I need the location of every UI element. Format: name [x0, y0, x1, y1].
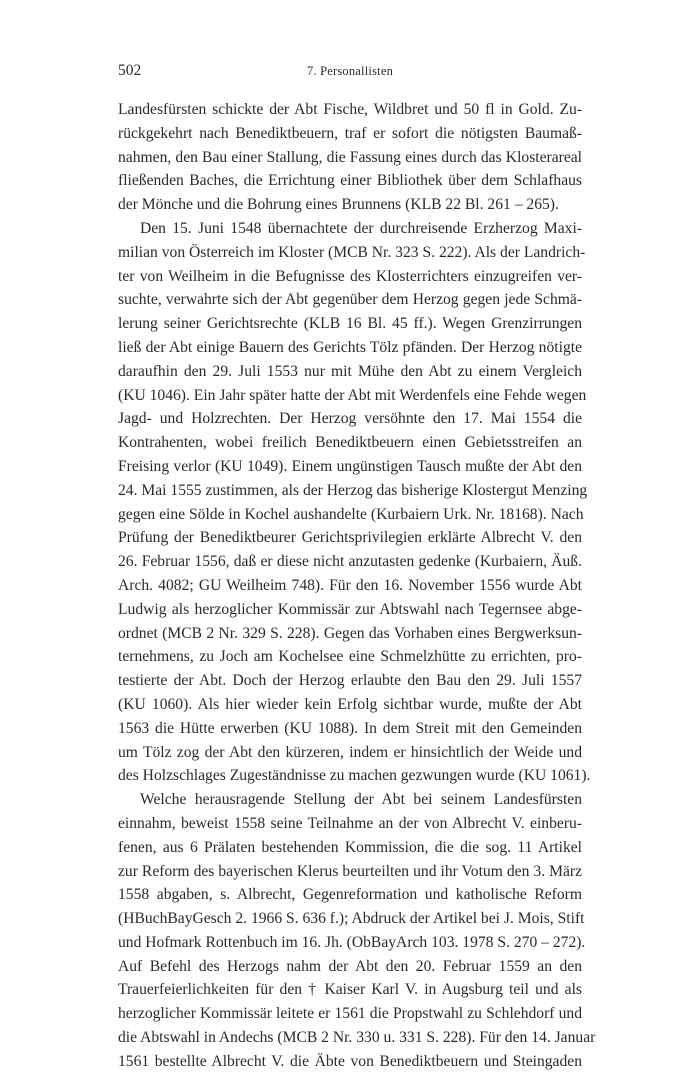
- text-line: herzoglicher Kommissär leitete er 1561 die Propstwahl zu Schlehdorf und: [118, 1005, 582, 1023]
- text-line: (HBuchBayGesch 2. 1966 S. 636 f.); Abdruck der Artikel bei J. Mois, Stift: [118, 910, 585, 928]
- text-line: Welche herausragende Stellung der Abt bei seinem Landesfürsten: [140, 791, 582, 809]
- text-line: die Abtswahl in Andechs (MCB 2 Nr. 330 u. 331 S. 228). Für den 14. Januar: [118, 1029, 596, 1047]
- text-line: Landesfürsten schickte der Abt Fische, Wildbret und 50 fl in Gold. Zu-: [118, 101, 582, 118]
- paragraph: [118, 98, 582, 217]
- text-line: lerung seiner Gerichtsrechte (KLB 16 Bl. 45 ff.). Wegen Grenzirrungen: [118, 315, 582, 333]
- text-line: Freising verlor (KU 1049). Einem ungünstigen Tausch mußte der Abt den: [118, 457, 582, 475]
- text-line: einnahm, beweist 1558 seine Teilnahme an der von Albrecht V. einberu-: [118, 814, 582, 832]
- paragraph: [118, 217, 591, 788]
- text-line: (KU 1060). Als hier wieder kein Erfolg sichtbar wurde, mußte der Abt: [118, 695, 582, 713]
- text-line: fließenden Baches, die Errichtung einer Bibliothek über dem Schlafhaus: [118, 172, 582, 190]
- text-line: milian von Österreich im Kloster (MCB Nr. 323 S. 222). Als der Landrich-: [118, 243, 586, 261]
- text-line: 1561 bestellte Albrecht V. die Äbte von Benediktbeuern und Steingaden: [118, 1052, 582, 1070]
- running-head: 7. Personallisten: [306, 64, 394, 78]
- text-line: Arch. 4082; GU Weilheim 748). Für den 16. November 1556 wurde Abt: [118, 576, 582, 594]
- text-line: 1558 abgaben, s. Albrecht, Gegenreformation und katholische Reform: [118, 886, 582, 904]
- text-line: Jagd- und Holzrechten. Der Herzog versöhnte den 17. Mai 1554 die: [118, 410, 582, 428]
- text-line: der Mönche und die Bohrung eines Brunnens (KLB 22 Bl. 261 – 265).: [118, 196, 559, 214]
- text-line: 1563 die Hütte erwerben (KU 1088). In dem Streit mit den Gemeinden: [118, 719, 582, 737]
- text-line: 24. Mai 1555 zustimmen, als der Herzog das bisherige Klostergut Menzing: [118, 481, 588, 499]
- text-line: suchte, verwahrte sich der Abt gegenüber dem Herzog gegen jede Schmä-: [118, 291, 582, 309]
- text-line: Kontrahenten, wobei freilich Benediktbeuern einen Gebietsstreifen an: [118, 434, 582, 452]
- text-line: und Hofmark Rottenbuch im 16. Jh. (ObBayArch 103. 1978 S. 270 – 272).: [118, 933, 586, 951]
- text-line: daraufhin den 29. Juli 1553 nur mit Mühe den Abt zu einem Vergleich: [118, 362, 582, 380]
- text-line: des Holzschlages Zugeständnisse zu machen gezwungen wurde (KU 1061).: [118, 767, 591, 785]
- body-text: [118, 98, 596, 1074]
- text-line: Ludwig als herzoglicher Kommissär zur Abtswahl nach Tegernsee abge-: [118, 600, 582, 618]
- text-line: nahmen, den Bau einer Stallung, die Fassung eines durch das Klosterareal: [118, 148, 582, 166]
- text-line: ternehmens, zu Joch am Kochelsee eine Schmelzhütte zu errichten, pro-: [118, 648, 582, 666]
- page-header: [118, 62, 582, 82]
- text-line: ließ der Abt einige Bauern des Gerichts Tölz pfänden. Der Herzog nötigte: [118, 338, 582, 356]
- paragraph: [118, 788, 596, 1074]
- text-line: fenen, aus 6 Prälaten bestehenden Kommission, die die sog. 11 Artikel: [118, 838, 582, 856]
- text-line: zur Reform des bayerischen Klerus beurteilten und ihr Votum den 3. März: [118, 862, 582, 880]
- text-line: Trauerfeierlichkeiten für den † Kaiser Karl V. in Augsburg teil und als: [118, 981, 582, 999]
- text-line: gegen eine Sölde in Kochel aushandelte (Kurbaiern Urk. Nr. 18168). Nach: [118, 505, 584, 523]
- page-number: 502: [118, 62, 142, 79]
- text-line: um Tölz zog der Abt den kürzeren, indem er hinsichtlich der Weide und: [118, 743, 582, 761]
- text-line: Den 15. Juni 1548 übernachtete der durchreisende Erzherzog Maxi-: [140, 219, 582, 237]
- text-line: rückgekehrt nach Benediktbeuern, traf er sofort die nötigsten Baumaß-: [118, 124, 582, 142]
- text-line: ordnet (MCB 2 Nr. 329 S. 228). Gegen das Vorhaben eines Bergwerksun-: [118, 624, 582, 642]
- text-line: 26. Februar 1556, daß er diese nicht anzutasten gedenke (Kurbaiern, Äuß.: [118, 553, 582, 571]
- text-line: testierte der Abt. Doch der Herzog erlaubte den Bau den 29. Juli 1557: [118, 672, 582, 690]
- text-line: Auf Befehl des Herzogs nahm der Abt den 20. Februar 1559 an den: [118, 957, 582, 975]
- text-line: ter von Weilheim in die Befugnisse des Klosterrichters einzugreifen ver-: [118, 267, 582, 285]
- text-line: Prüfung der Benediktbeurer Gerichtsprivilegien erklärte Albrecht V. den: [118, 529, 582, 547]
- text-line: (KU 1046). Ein Jahr später hatte der Abt mit Werdenfels eine Fehde wegen: [118, 386, 587, 404]
